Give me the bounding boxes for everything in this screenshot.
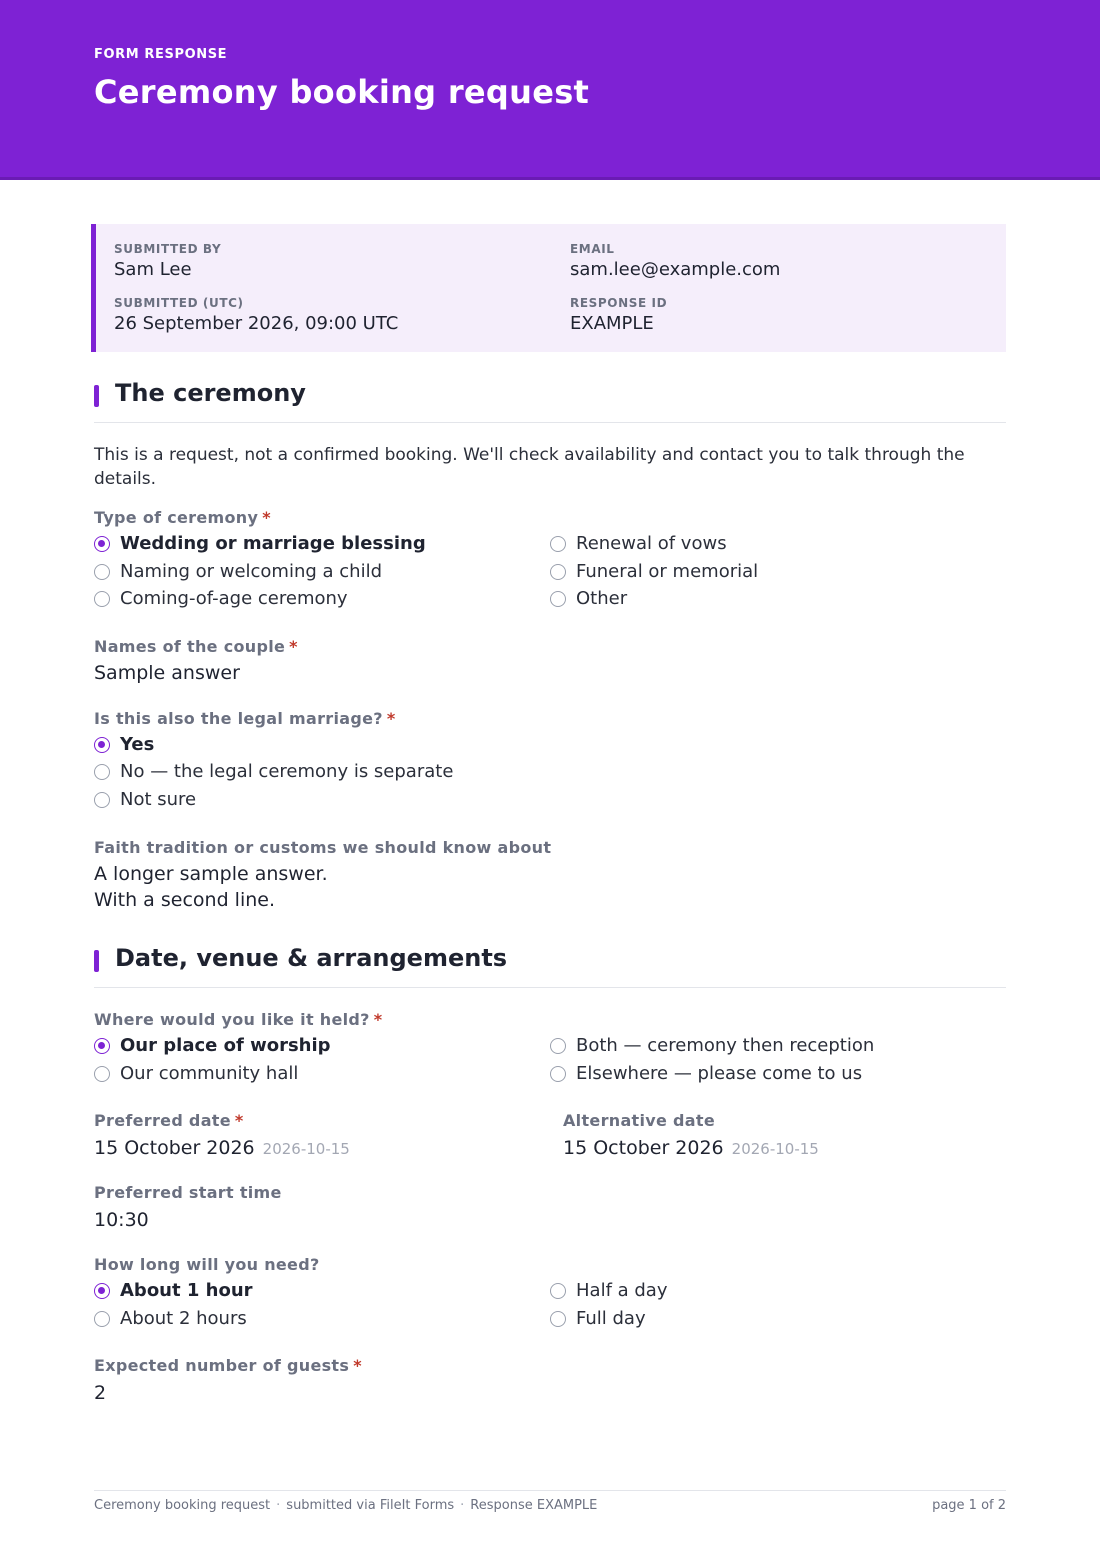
page-number: page 1 of 2 bbox=[932, 1498, 1006, 1513]
answer-line: With a second line. bbox=[94, 889, 275, 911]
required-marker: * bbox=[373, 1010, 383, 1029]
answer-alternative-date: 15 October 2026 2026-10-15 bbox=[563, 1137, 819, 1159]
radio-selected-icon bbox=[94, 737, 110, 753]
submitted-utc-value: 26 September 2026, 09:00 UTC bbox=[114, 313, 399, 334]
radio-option: Yes bbox=[94, 734, 154, 756]
radio-selected-icon bbox=[94, 1038, 110, 1054]
question-label-legal-marriage: Is this also the legal marriage? * bbox=[94, 709, 396, 728]
radio-empty-icon bbox=[94, 1066, 110, 1082]
section-heading-ceremony bbox=[94, 379, 1006, 423]
footer-response: Response EXAMPLE bbox=[470, 1498, 598, 1513]
radio-empty-icon bbox=[94, 1311, 110, 1327]
radio-option: About 2 hours bbox=[94, 1308, 247, 1330]
radio-option: Elsewhere — please come to us bbox=[550, 1063, 862, 1085]
submitted-by bbox=[114, 242, 221, 282]
required-marker: * bbox=[262, 508, 271, 527]
radio-option: Our community hall bbox=[94, 1063, 298, 1085]
footer-via: submitted via FileIt Forms bbox=[286, 1498, 455, 1513]
section-intro: This is a request, not a confirmed booking. We'll check availability and contact you to talk through the details. bbox=[94, 445, 965, 489]
radio-option: Coming-of-age ceremony bbox=[94, 588, 348, 610]
radio-option: Half a day bbox=[550, 1280, 668, 1302]
section-heading-venue bbox=[94, 944, 1006, 988]
question-label-venue: Where would you like it held? * bbox=[94, 1010, 383, 1029]
answer-couple-names: Sample answer bbox=[94, 662, 240, 684]
footer-info: Ceremony booking request · submitted via FileIt Forms · Response EXAMPLE bbox=[94, 1498, 598, 1513]
footer-form-name: Ceremony booking request bbox=[94, 1498, 271, 1513]
radio-empty-icon bbox=[550, 1066, 566, 1082]
question-label-faith-tradition: Faith tradition or customs we should know about bbox=[94, 838, 552, 857]
radio-empty-icon bbox=[94, 591, 110, 607]
submitted-utc bbox=[114, 296, 398, 336]
question-label-preferred-date: Preferred date * bbox=[94, 1111, 244, 1130]
question-label-ceremony-type: Type of ceremony * bbox=[94, 508, 271, 527]
radio-option: Our place of worship bbox=[94, 1035, 331, 1057]
response-id-value: EXAMPLE bbox=[570, 313, 654, 334]
iso-date: 2026-10-15 bbox=[262, 1140, 350, 1158]
page-header bbox=[0, 0, 1100, 180]
submitted-by-value: Sam Lee bbox=[114, 259, 192, 280]
email bbox=[570, 242, 780, 282]
radio-option: Not sure bbox=[94, 789, 196, 811]
radio-empty-icon bbox=[550, 1311, 566, 1327]
radio-empty-icon bbox=[550, 1038, 566, 1054]
radio-option: No — the legal ceremony is separate bbox=[94, 761, 453, 783]
radio-empty-icon bbox=[94, 764, 110, 780]
answer-line: A longer sample answer. bbox=[94, 863, 328, 885]
answer-guests: 2 bbox=[94, 1382, 107, 1404]
radio-empty-icon bbox=[550, 1283, 566, 1299]
radio-selected-icon bbox=[94, 536, 110, 552]
radio-empty-icon bbox=[550, 591, 566, 607]
iso-date: 2026-10-15 bbox=[731, 1140, 819, 1158]
radio-empty-icon bbox=[94, 792, 110, 808]
required-marker: * bbox=[386, 709, 396, 728]
response-id bbox=[570, 296, 667, 336]
email-label: EMAIL bbox=[570, 242, 615, 256]
required-marker: * bbox=[289, 637, 298, 656]
answer-faith-tradition bbox=[94, 861, 328, 913]
submitted-utc-label: SUBMITTED (UTC) bbox=[114, 296, 244, 310]
section-accent-bar bbox=[94, 385, 99, 407]
answer-start-time: 10:30 bbox=[94, 1209, 149, 1231]
page-title: Ceremony booking request bbox=[94, 73, 590, 111]
answer-preferred-date: 15 October 2026 2026-10-15 bbox=[94, 1137, 350, 1159]
radio-selected-icon bbox=[94, 1283, 110, 1299]
response-id-label: RESPONSE ID bbox=[570, 296, 668, 310]
radio-empty-icon bbox=[94, 564, 110, 580]
radio-option: Naming or welcoming a child bbox=[94, 561, 382, 583]
footer-divider bbox=[94, 1490, 1006, 1491]
radio-empty-icon bbox=[550, 536, 566, 552]
radio-option: Full day bbox=[550, 1308, 646, 1330]
section-title: The ceremony bbox=[115, 379, 306, 407]
question-label-couple-names: Names of the couple * bbox=[94, 637, 298, 656]
question-label-alternative-date: Alternative date bbox=[563, 1111, 715, 1130]
section-title: Date, venue & arrangements bbox=[115, 944, 508, 972]
required-marker: * bbox=[353, 1356, 362, 1375]
radio-option: Renewal of vows bbox=[550, 533, 727, 555]
section-accent-bar bbox=[94, 950, 99, 972]
submission-meta-panel bbox=[91, 224, 1006, 352]
required-marker: * bbox=[234, 1111, 244, 1130]
email-value: sam.lee@example.com bbox=[570, 259, 781, 280]
question-label-duration: How long will you need? bbox=[94, 1255, 320, 1274]
radio-option: Other bbox=[550, 588, 627, 610]
question-label-start-time: Preferred start time bbox=[94, 1183, 282, 1202]
question-label-guests: Expected number of guests * bbox=[94, 1356, 362, 1375]
radio-empty-icon bbox=[550, 564, 566, 580]
radio-option: Both — ceremony then reception bbox=[550, 1035, 874, 1057]
radio-option: Funeral or memorial bbox=[550, 561, 758, 583]
form-response-eyebrow: FORM RESPONSE bbox=[94, 47, 228, 62]
submitted-by-label: SUBMITTED BY bbox=[114, 242, 222, 256]
radio-option: About 1 hour bbox=[94, 1280, 253, 1302]
radio-option: Wedding or marriage blessing bbox=[94, 533, 426, 555]
